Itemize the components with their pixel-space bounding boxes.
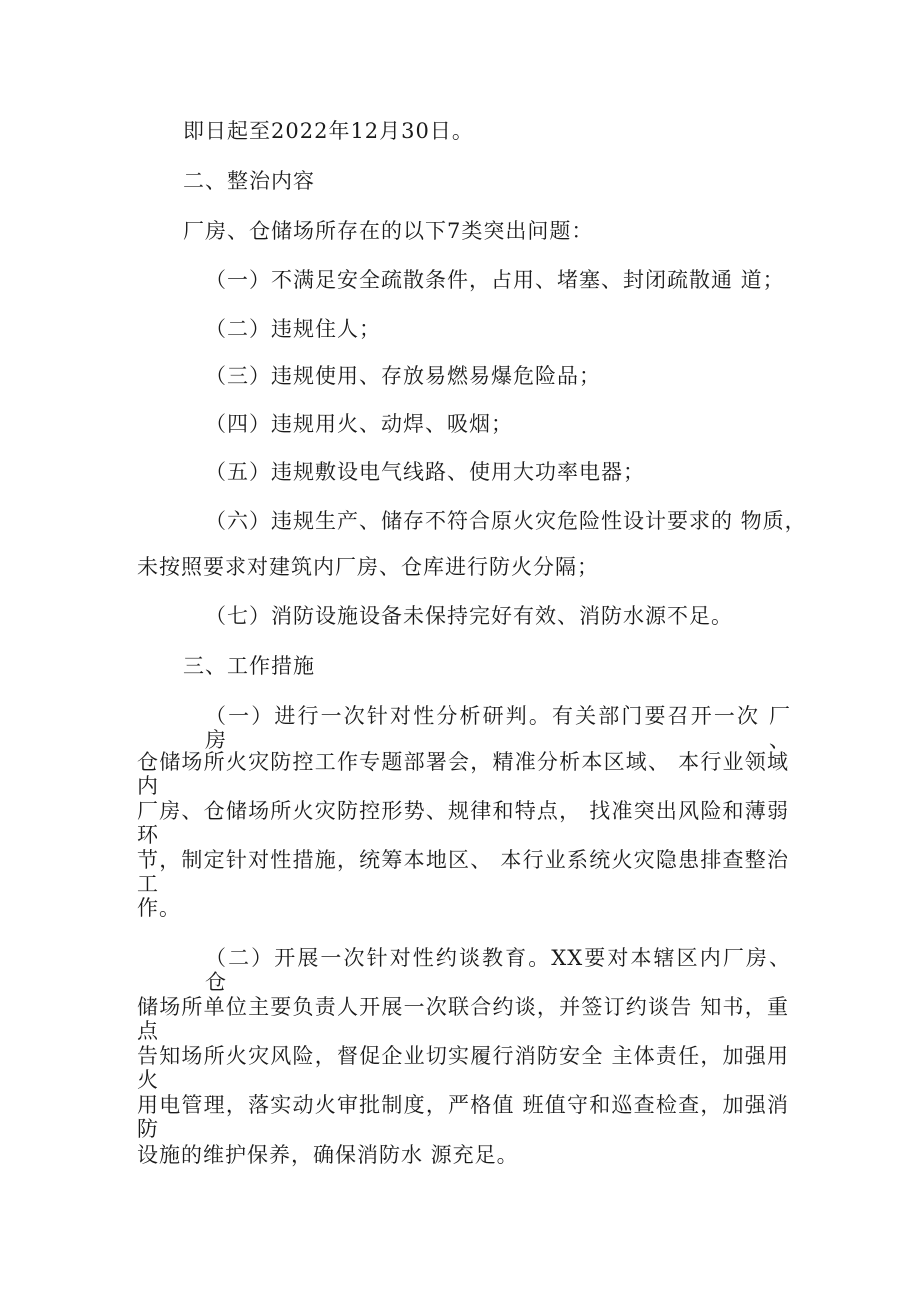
measure-1-line-2: 仓储场所火灾防控工作专题部署会，精准分析本区域、 本行业领域内 <box>137 750 789 798</box>
body-line-1: 即日起至2022年12月30日。 <box>183 119 474 143</box>
list-item-2: （二）违规住人； <box>205 317 381 341</box>
list-item-3: （三）违规使用、存放易燃易爆危险品； <box>205 364 601 388</box>
list-item-5: （五）违规敷设电气线路、使用大功率电器； <box>205 460 645 484</box>
measure-2-line-5: 设施的维护保养，确保消防水 源充足。 <box>137 1143 519 1167</box>
list-item-6: （六）违规生产、储存不符合原火灾危险性设计要求的 物质， <box>205 509 807 533</box>
measure-2-line-1: （二）开展一次针对性约谈教育。XX要对本辖区内厂房、 仓 <box>205 946 791 994</box>
measure-2-line-4: 用电管理，落实动火审批制度，严格值 班值守和巡查检查，加强消防 <box>137 1093 789 1141</box>
section-heading-3: 三、工作措施 <box>183 654 315 678</box>
measure-1-line-1: （一）进行一次针对性分析研判。有关部门要召开一次 厂房、 <box>205 704 791 752</box>
list-item-1: （一）不满足安全疏散条件，占用、堵塞、封闭疏散通 道； <box>205 268 785 292</box>
measure-2-line-2: 储场所单位主要负责人开展一次联合约谈，并签订约谈告 知书，重点 <box>137 995 789 1043</box>
list-item-7: （七）消防设施设备未保持完好有效、消防水源不足。 <box>205 604 733 628</box>
section-heading-2: 二、整治内容 <box>183 169 315 193</box>
measure-1-line-5: 作。 <box>137 896 181 920</box>
measure-2-line-3: 告知场所火灾风险，督促企业切实履行消防安全 主体责任，加强用火 <box>137 1044 789 1092</box>
list-item-4: （四）违规用火、动焊、吸烟； <box>205 412 513 436</box>
measure-1-line-3: 厂房、仓储场所火灾防控形势、规律和特点， 找准突出风险和薄弱环 <box>137 799 789 847</box>
list-item-6-cont: 未按照要求对建筑内厂房、仓库进行防火分隔； <box>137 555 599 579</box>
body-line-3: 厂房、仓储场所存在的以下7类突出问题： <box>183 219 594 243</box>
measure-1-line-4: 节，制定针对性措施，统筹本地区、 本行业系统火灾隐患排查整治工 <box>137 848 789 896</box>
